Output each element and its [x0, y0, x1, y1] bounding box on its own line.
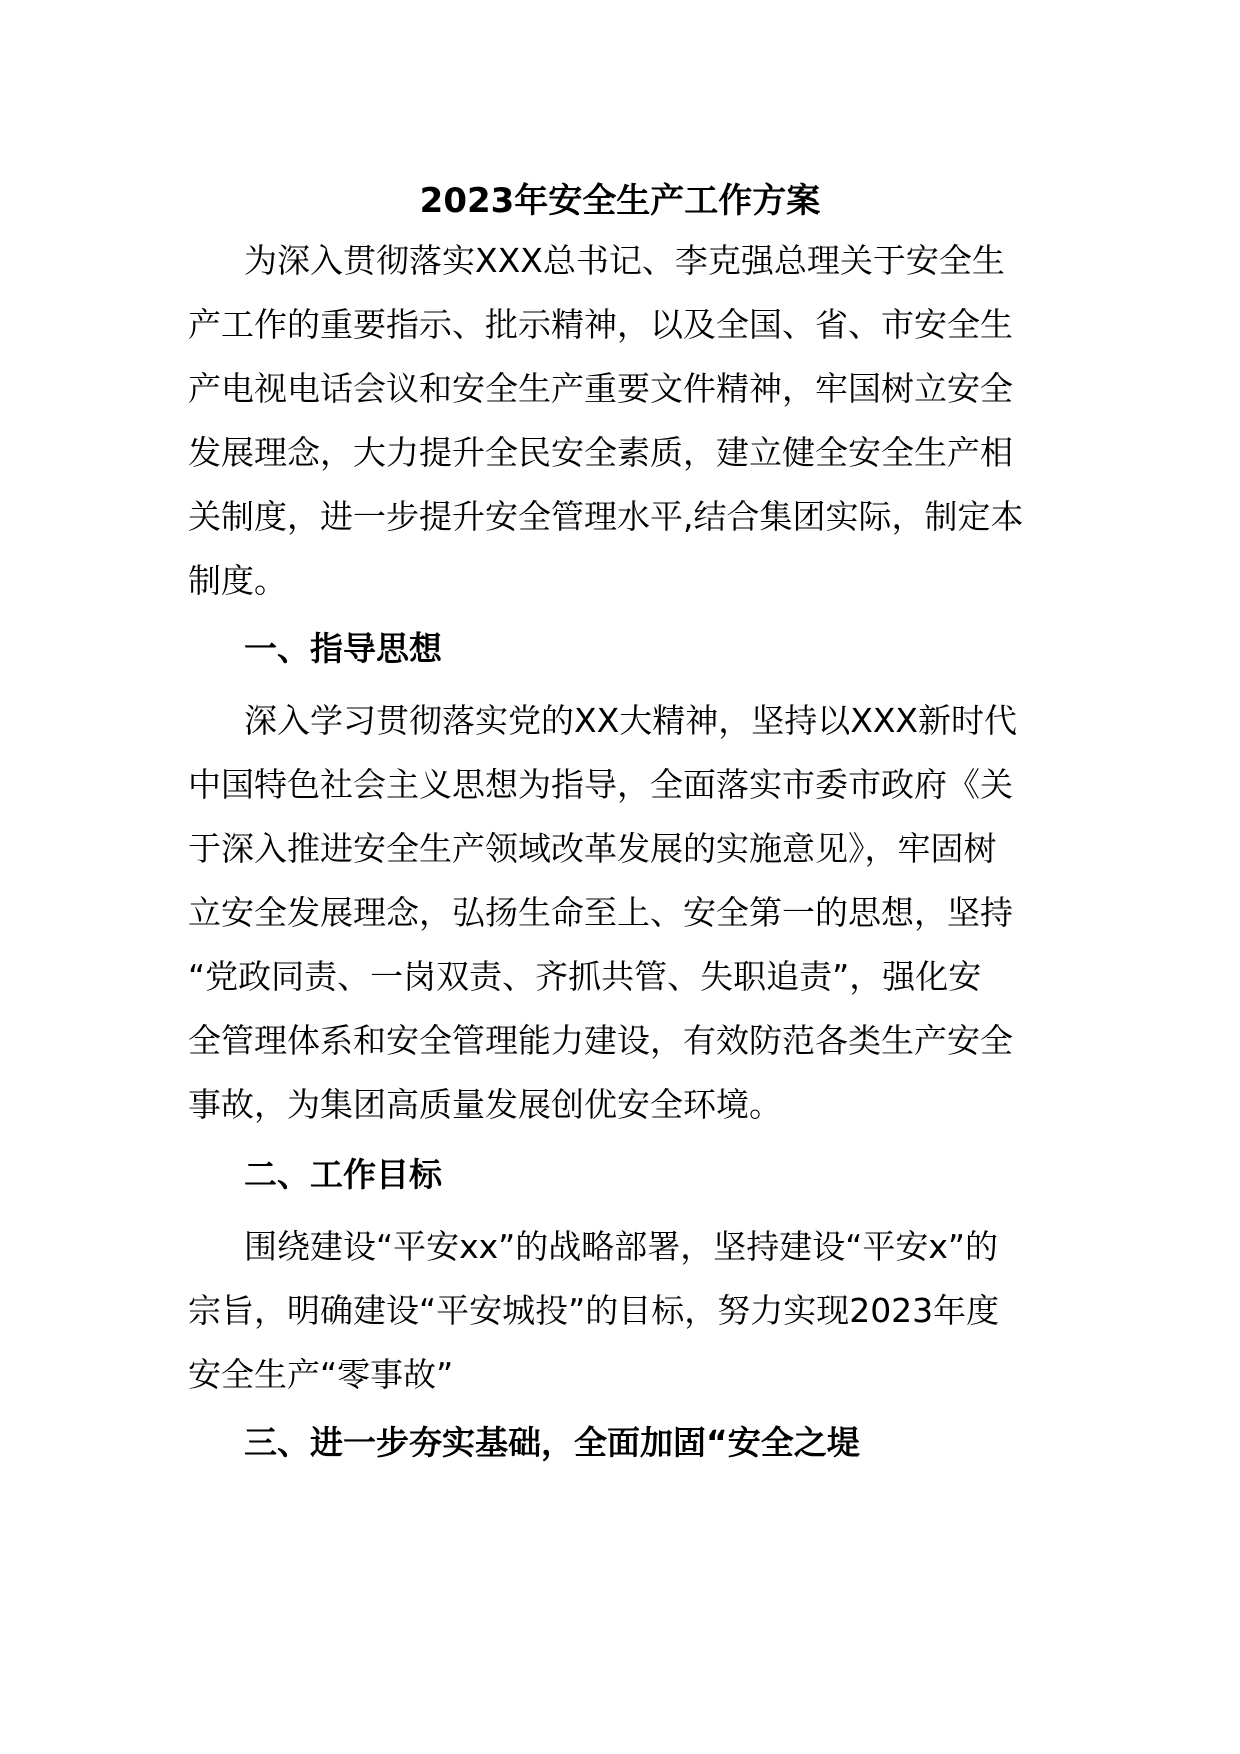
section-heading-consolidate-foundation: 三、进一步夯实基础，全面加固“安全之堤 [244, 1423, 860, 1462]
section1-line: 于深入推进安全生产领域改革发展的实施意见》，牢固树 [188, 829, 997, 868]
section1-line: “党政同责、一岗双责、齐抓共管、失职追责”，强化安 [188, 957, 982, 996]
intro-line: 关制度，进一步提升安全管理水平,结合集团实际，制定本 [188, 497, 1024, 536]
section2-line: 安全生产“零事故” [188, 1355, 454, 1394]
section1-line: 深入学习贯彻落实党的XX大精神，坚持以XXX新时代 [244, 701, 1018, 740]
section2-line: 围绕建设“平安xx”的战略部署，坚持建设“平安x”的 [244, 1227, 998, 1266]
intro-line: 制度。 [188, 561, 287, 600]
intro-line: 为深入贯彻落实XXX总书记、李克强总理关于安全生 [244, 241, 1005, 280]
document-title: 2023年安全生产工作方案 [419, 181, 821, 221]
intro-line: 发展理念，大力提升全民安全素质，建立健全安全生产相 [188, 433, 1013, 472]
section-heading-work-goals: 二、工作目标 [244, 1155, 442, 1194]
section2-line: 宗旨，明确建设“平安城投”的目标，努力实现2023年度 [188, 1291, 1000, 1330]
section1-line: 中国特色社会主义思想为指导，全面落实市委市政府《关 [188, 765, 1013, 804]
intro-line: 产工作的重要指示、批示精神，以及全国、省、市安全生 [188, 305, 1013, 344]
intro-line: 产电视电话会议和安全生产重要文件精神，牢国树立安全 [188, 369, 1013, 408]
section-heading-guiding-thought: 一、指导思想 [244, 629, 442, 668]
section1-line: 全管理体系和安全管理能力建设，有效防范各类生产安全 [188, 1021, 1013, 1060]
section1-line: 立安全发展理念，弘扬生命至上、安全第一的思想，坚持 [188, 893, 1013, 932]
section1-line: 事故，为集团高质量发展创优安全环境。 [188, 1085, 782, 1124]
